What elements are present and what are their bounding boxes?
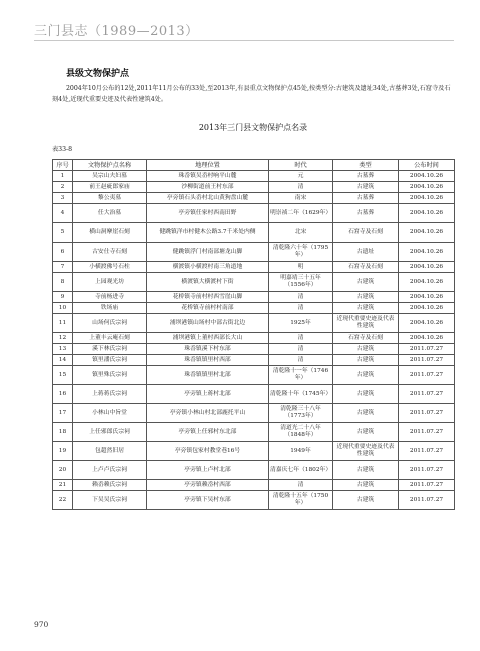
site-type: 古建筑 <box>333 303 399 314</box>
site-name: 寺前杨进寺 <box>73 292 147 303</box>
table-row <box>53 461 455 480</box>
table-row <box>53 243 455 262</box>
row-number: 13 <box>53 344 73 355</box>
header-rule <box>34 40 454 41</box>
table-number: 表33-8 <box>52 146 73 153</box>
site-type: 古墓葬 <box>333 193 399 204</box>
site-name: 黎公夷墓 <box>73 193 147 204</box>
site-era: 清 <box>269 182 333 193</box>
table-row <box>53 442 455 461</box>
row-number: 15 <box>53 366 73 385</box>
site-date: 2011.07.27 <box>399 366 455 385</box>
site-date: 2011.07.27 <box>399 461 455 480</box>
row-number: 6 <box>53 243 73 262</box>
page-number: 970 <box>34 620 49 629</box>
site-date: 2011.07.27 <box>399 385 455 404</box>
column-header-location: 地理位置 <box>147 160 269 171</box>
site-type: 古建筑 <box>333 273 399 292</box>
table-row <box>53 182 455 193</box>
site-name: 吴宗山夫妇墓 <box>73 171 147 182</box>
row-number: 7 <box>53 262 73 273</box>
site-name: 小林山中旨堂 <box>73 404 147 423</box>
row-number: 8 <box>53 273 73 292</box>
site-date: 2004.10.26 <box>399 204 455 223</box>
table-row <box>53 344 455 355</box>
running-header: 三门县志（1989—2013） <box>34 24 199 39</box>
site-date: 2011.07.27 <box>399 480 455 491</box>
site-era: 清 <box>269 292 333 303</box>
site-date: 2004.10.26 <box>399 314 455 333</box>
site-location: 亭旁镇上蒋村北部 <box>147 385 269 404</box>
row-number: 2 <box>53 182 73 193</box>
site-era: 清道光二十八年（1848年） <box>269 423 333 442</box>
site-date: 2004.10.26 <box>399 223 455 243</box>
site-type: 古建筑 <box>333 355 399 366</box>
site-name: 溪下林氏宗祠 <box>73 344 147 355</box>
section-intro: 2004年10月公布的12处,2011年11月公布的33处,至2013年,有县重点文物保护点45处,按类型分:古建筑及遗址34处,古墓葬3处,石窟寺及石刻4处,近现代重要史迹及代表性建筑4处。 <box>52 85 451 103</box>
site-date: 2011.07.27 <box>399 344 455 355</box>
site-date: 2004.10.26 <box>399 333 455 344</box>
table-row <box>53 303 455 314</box>
site-date: 2011.07.27 <box>399 404 455 423</box>
site-era: 清 <box>269 355 333 366</box>
site-era: 清 <box>269 303 333 314</box>
site-type: 古建筑 <box>333 182 399 193</box>
site-location: 亭旁镇任家村西南田野 <box>147 204 269 223</box>
table-row <box>53 193 455 204</box>
site-location: 花桥镇寺前村村西雪崖山脚 <box>147 292 269 303</box>
site-type: 古墓葬 <box>333 204 399 223</box>
site-location: 浦坝港镇上董村西部长大山 <box>147 333 269 344</box>
site-type: 古遗址 <box>333 243 399 262</box>
site-date: 2011.07.27 <box>399 442 455 461</box>
site-name: 铁场庙 <box>73 303 147 314</box>
site-era: 清 <box>269 480 333 491</box>
row-number: 1 <box>53 171 73 182</box>
site-name: 山场何氏宗祠 <box>73 314 147 333</box>
site-location: 亭旁镇赖岙村西部 <box>147 480 269 491</box>
site-type: 古建筑 <box>333 344 399 355</box>
table-row <box>53 404 455 423</box>
table-row <box>53 366 455 385</box>
site-location: 横渡镇小横渡村南三角道地 <box>147 262 269 273</box>
table-row <box>53 223 455 243</box>
row-number: 22 <box>53 491 73 510</box>
site-location: 健跳镇浮门村南部塘龙山脚 <box>147 243 269 262</box>
site-era: 明嘉靖三十五年（1556年） <box>269 273 333 292</box>
table-row <box>53 273 455 292</box>
row-number: 12 <box>53 333 73 344</box>
site-name: 赖岙赖氏宗祠 <box>73 480 147 491</box>
site-name: 上卢卢氏宗祠 <box>73 461 147 480</box>
row-number: 18 <box>53 423 73 442</box>
site-name: 镇里殊氏宗祠 <box>73 366 147 385</box>
site-location: 健跳镇洋市村健木公路3.7千米处内侧 <box>147 223 269 243</box>
table-header-row <box>53 160 455 171</box>
site-date: 2011.07.27 <box>399 491 455 510</box>
site-name: 上董丰云庵石刻 <box>73 333 147 344</box>
site-type: 古建筑 <box>333 366 399 385</box>
column-header-name: 文物保护点名称 <box>73 160 147 171</box>
site-era: 清 <box>269 333 333 344</box>
site-location: 珠岙镇镇里村北部 <box>147 366 269 385</box>
site-date: 2004.10.26 <box>399 182 455 193</box>
site-name: 下吴吴氏宗祠 <box>73 491 147 510</box>
row-number: 19 <box>53 442 73 461</box>
site-name: 上任邪郎氏宗祠 <box>73 423 147 442</box>
site-era: 清乾隆六十年（1795年） <box>269 243 333 262</box>
site-era: 清 <box>269 344 333 355</box>
row-number: 17 <box>53 404 73 423</box>
table-row <box>53 171 455 182</box>
site-location: 亭旁镇小林山村北部鹿托平山 <box>147 404 269 423</box>
column-header-date: 公布时间 <box>399 160 455 171</box>
site-era: 清乾隆十年（1745年） <box>269 385 333 404</box>
table-row <box>53 292 455 303</box>
site-date: 2011.07.27 <box>399 355 455 366</box>
table-row <box>53 333 455 344</box>
site-era: 明 <box>269 262 333 273</box>
site-type: 古建筑 <box>333 385 399 404</box>
site-name: 包超然旧居 <box>73 442 147 461</box>
table-row <box>53 385 455 404</box>
site-era: 清乾隆三十八年（1773年） <box>269 404 333 423</box>
site-type: 古建筑 <box>333 404 399 423</box>
site-type: 古建筑 <box>333 480 399 491</box>
site-type: 古建筑 <box>333 292 399 303</box>
site-location: 亭旁镇上任邪村东北部 <box>147 423 269 442</box>
site-era: 1925年 <box>269 314 333 333</box>
site-era: 1949年 <box>269 442 333 461</box>
site-location: 亭旁镇包家村教堂巷16号 <box>147 442 269 461</box>
site-era: 明崇祯二年（1629年） <box>269 204 333 223</box>
site-location: 花桥镇寺前村村南部 <box>147 303 269 314</box>
site-era: 清乾隆十五年（1750年） <box>269 491 333 510</box>
site-date: 2004.10.26 <box>399 292 455 303</box>
row-number: 14 <box>53 355 73 366</box>
site-location: 横渡镇大横渡村下街 <box>147 273 269 292</box>
site-date: 2004.10.26 <box>399 243 455 262</box>
site-date: 2004.10.26 <box>399 303 455 314</box>
site-date: 2004.10.26 <box>399 262 455 273</box>
site-location: 沙柳街道前王村东部 <box>147 182 269 193</box>
table-row <box>53 314 455 333</box>
table-row <box>53 423 455 442</box>
table-title: 2013年三门县文物保护点名录 <box>198 123 308 132</box>
row-number: 3 <box>53 193 73 204</box>
site-name: 镇里潘氏宗祠 <box>73 355 147 366</box>
site-era: 清乾隆十一年（1746年） <box>269 366 333 385</box>
site-location: 浦坝港镇山场村中部古街北边 <box>147 314 269 333</box>
row-number: 5 <box>53 223 73 243</box>
row-number: 4 <box>53 204 73 223</box>
site-type: 古建筑 <box>333 461 399 480</box>
site-date: 2011.07.27 <box>399 423 455 442</box>
row-number: 10 <box>53 303 73 314</box>
column-header-type: 类型 <box>333 160 399 171</box>
table-row <box>53 204 455 223</box>
site-type: 石窟寺及石刻 <box>333 223 399 243</box>
site-type: 近现代重要史迹及代表性建筑 <box>333 442 399 461</box>
row-number: 21 <box>53 480 73 491</box>
row-number: 9 <box>53 292 73 303</box>
site-name: 上园观光坊 <box>73 273 147 292</box>
site-era: 元 <box>269 171 333 182</box>
site-date: 2004.10.26 <box>399 273 455 292</box>
site-location: 亭旁镇石头岙村北山黄狗盘山麓 <box>147 193 269 204</box>
table-row <box>53 480 455 491</box>
site-era: 北宋 <box>269 223 333 243</box>
site-name: 任大治墓 <box>73 204 147 223</box>
site-type: 石窟寺及石刻 <box>333 333 399 344</box>
site-type: 近现代重要史迹及代表性建筑 <box>333 314 399 333</box>
site-location: 珠岙镇镇里村西部 <box>147 355 269 366</box>
site-name: 前王赵疵郎家庙 <box>73 182 147 193</box>
table-row <box>53 491 455 510</box>
column-header-no: 序号 <box>53 160 73 171</box>
site-era: 清嘉庆七年（1802年） <box>269 461 333 480</box>
site-location: 珠岙镇吴岙村响平山麓 <box>147 171 269 182</box>
table-row <box>53 262 455 273</box>
site-location: 亭旁镇上卢村北部 <box>147 461 269 480</box>
table-row <box>53 355 455 366</box>
site-date: 2004.10.26 <box>399 171 455 182</box>
site-type: 石窟寺及石刻 <box>333 262 399 273</box>
site-type: 古墓葬 <box>333 171 399 182</box>
site-type: 古建筑 <box>333 423 399 442</box>
section-title: 县级文物保护点 <box>66 69 130 79</box>
site-type: 古建筑 <box>333 491 399 510</box>
site-name: 上蒋蒋氏宗祠 <box>73 385 147 404</box>
site-location: 亭旁镇下吴村东部 <box>147 491 269 510</box>
site-name: 横山洞摩崖石刻 <box>73 223 147 243</box>
site-date: 2004.10.26 <box>399 193 455 204</box>
row-number: 20 <box>53 461 73 480</box>
row-number: 11 <box>53 314 73 333</box>
heritage-sites-table <box>52 159 455 510</box>
site-era: 南宋 <box>269 193 333 204</box>
site-location: 珠岙镇溪下村东部 <box>147 344 269 355</box>
site-name: 小横渡佛号石柱 <box>73 262 147 273</box>
row-number: 16 <box>53 385 73 404</box>
column-header-era: 时代 <box>269 160 333 171</box>
table-body <box>53 171 455 510</box>
site-name: 古安仕寺石刻 <box>73 243 147 262</box>
